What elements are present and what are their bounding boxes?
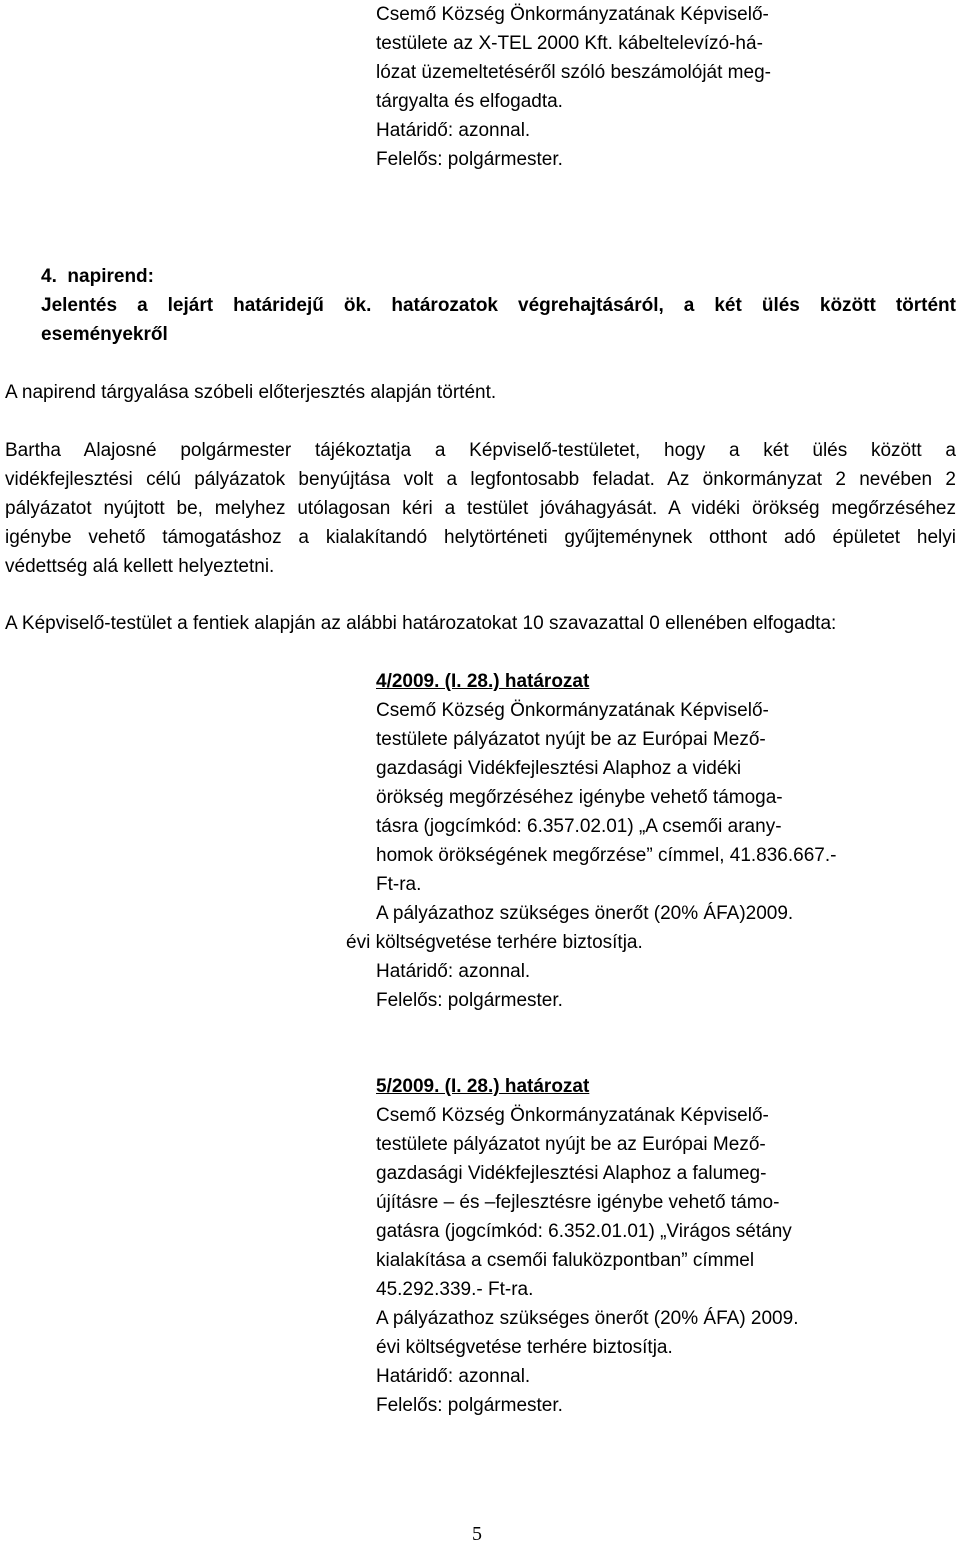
paragraph-line: védettség alá kellett helyeztetni.	[5, 556, 275, 577]
intro-sentence: A napirend tárgyalása szóbeli előterjesztés alapján történt.	[5, 382, 497, 403]
resolution-line: testülete pályázatot nyújt be az Európai Mező-	[376, 1134, 766, 1155]
paragraph-line: igénybe vehető támogatáshoz a kialakítandó helytörténeti gyűjteménynek otthont adó épületet helyi	[5, 527, 956, 548]
intro-resolution-text	[376, 0, 771, 174]
resolution-line: évi költségvetése terhére biztosítja.	[376, 1337, 673, 1358]
resolution-line: gazdasági Vidékfejlesztési Alaphoz a falumeg-	[376, 1163, 767, 1184]
paragraph-line: Bartha Alajosné polgármester tájékoztatja a Képviselő-testületet, hogy a két ülés között a	[5, 440, 956, 461]
agenda-number: 4.	[41, 266, 57, 287]
resolution-line: kialakítása a csemői faluközpontban” címmel	[376, 1250, 755, 1271]
resolution-title: 5/2009. (I. 28.) határozat	[376, 1076, 590, 1097]
resolution-line: gazdasági Vidékfejlesztési Alaphoz a vidéki	[376, 758, 742, 779]
resolution-line: A pályázathoz szükséges önerőt (20% ÁFA) 2009.	[376, 1308, 799, 1329]
deadline-line: Határidő: azonnal.	[376, 1366, 531, 1387]
text-line: lózat üzemeltetéséről szóló beszámolóját meg-	[376, 62, 771, 83]
deadline-line: Határidő: azonnal.	[376, 961, 531, 982]
paragraph-line: pályázatot nyújtott be, melyhez utólagosan kéri a testület jóváhagyását. A vidéki örökség megőrzéséhez	[5, 498, 956, 519]
text-line: tárgyalta és elfogadta.	[376, 91, 563, 112]
page-number: 5	[472, 1523, 482, 1545]
responsible-line: Felelős: polgármester.	[376, 1395, 563, 1416]
vote-sentence: A Képviselő-testület a fentiek alapján az alábbi határozatokat 10 szavazattal 0 ellenében elfogadta:	[5, 613, 837, 634]
paragraph-line: vidékfejlesztési célú pályázatok benyújtása volt a legfontosabb feladat. Az önkormányzat 2 nevében 2	[5, 469, 956, 490]
text-line: testülete az X-TEL 2000 Kft. kábeltelevízó-há-	[376, 33, 763, 54]
body-paragraph	[5, 436, 956, 581]
agenda-label: napirend:	[67, 266, 154, 287]
resolution-line: örökség megőrzéséhez igénybe vehető támoga-	[376, 787, 783, 808]
resolution-line: újításre – és –fejlesztésre igénybe vehető támo-	[376, 1192, 780, 1213]
agenda-title-line: Jelentés a lejárt határidejű ök. határozatok végrehajtásáról, a két ülés között történt	[41, 295, 956, 316]
deadline-line: Határidő: azonnal.	[376, 120, 531, 141]
agenda-title	[41, 291, 956, 349]
resolution-line: testülete pályázatot nyújt be az Európai Mező-	[376, 729, 766, 750]
agenda-title-line: eseményekről	[41, 324, 168, 345]
resolution-line: Csemő Község Önkormányzatának Képviselő-	[376, 700, 769, 721]
resolution-4-2009	[346, 667, 837, 1015]
responsible-line: Felelős: polgármester.	[376, 149, 563, 170]
resolution-line: Ft-ra.	[376, 874, 422, 895]
resolution-title: 4/2009. (I. 28.) határozat	[376, 671, 590, 692]
resolution-line: Csemő Község Önkormányzatának Képviselő-	[376, 1105, 769, 1126]
resolution-line: évi költségvetése terhére biztosítja.	[346, 932, 643, 953]
resolution-line: 45.292.339.- Ft-ra.	[376, 1279, 534, 1300]
resolution-line: tásra (jogcímkód: 6.357.02.01) „A csemői arany-	[376, 816, 782, 837]
responsible-line: Felelős: polgármester.	[376, 990, 563, 1011]
resolution-5-2009	[376, 1072, 798, 1420]
text-line: Csemő Község Önkormányzatának Képviselő-	[376, 4, 769, 25]
resolution-line: homok örökségének megőrzése” címmel, 41.836.667.-	[376, 845, 837, 866]
agenda-number-row	[41, 262, 154, 291]
resolution-line: A pályázathoz szükséges önerőt (20% ÁFA)2009.	[376, 903, 794, 924]
resolution-line: gatásra (jogcímkód: 6.352.01.01) „Virágos sétány	[376, 1221, 792, 1242]
